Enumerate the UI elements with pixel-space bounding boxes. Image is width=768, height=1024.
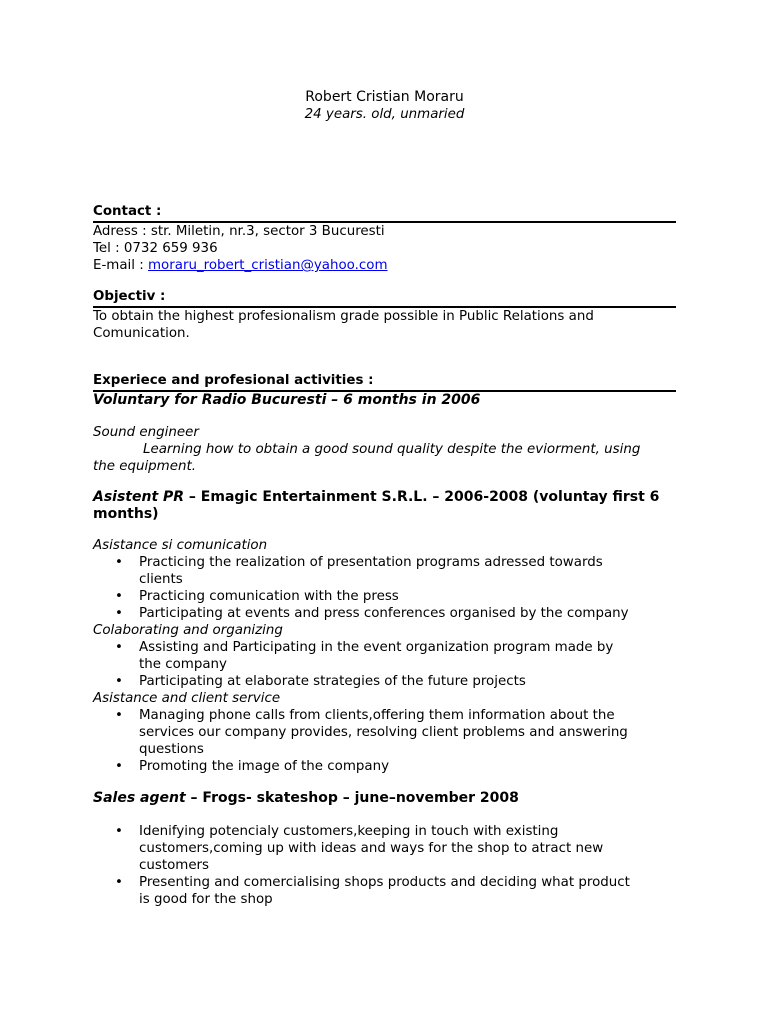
group-list (93, 554, 676, 622)
contact-email-row (93, 257, 676, 274)
bullet-icon: • (115, 555, 123, 570)
list-item (93, 758, 676, 775)
email-link[interactable]: moraru_robert_cristian@yahoo.com (148, 258, 388, 273)
objective-text-line1: To obtain the highest profesionalism grade possible in Public Relations and (93, 309, 594, 324)
list-item-text: Managing phone calls from clients,offering them information about the (139, 708, 615, 723)
job3-title-rest: – Frogs- skateshop – june–november 2008 (185, 790, 519, 806)
email-label: E-mail : (93, 258, 149, 273)
list-item-text: customers,coming up with ideas and ways for the shop to atract new (139, 841, 604, 856)
list-item-text: services our company provides, resolving client problems and answering (139, 725, 628, 740)
experience-section (93, 372, 676, 475)
job1-desc-line1: Learning how to obtain a good sound quality despite the eviorment, using (143, 442, 641, 457)
bullet-icon: • (115, 674, 123, 689)
list-item-text: customers (139, 858, 210, 873)
list-item-text: the company (139, 657, 227, 672)
group-heading: Asistance and client service (93, 691, 281, 706)
list-item-text: is good for the shop (139, 892, 273, 907)
bullet-icon: • (115, 875, 123, 890)
list-item-text: Promoting the image of the company (139, 759, 390, 774)
bullet-icon: • (115, 589, 123, 604)
list-item-text: Presenting and comercialising shops products and deciding what product (139, 875, 630, 890)
group-list (93, 707, 676, 775)
list-item-text: Idenifying potencialy customers,keeping in touch with existing (139, 824, 559, 839)
list-item-text: Participating at elaborate strategies of the future projects (139, 674, 526, 689)
group-heading: Colaborating and organizing (93, 623, 283, 638)
job3-list (93, 823, 676, 908)
bullet-icon: • (115, 708, 123, 723)
candidate-subtitle: 24 years. old, unmaried (304, 107, 465, 122)
contact-section (93, 203, 676, 274)
list-item (93, 707, 676, 758)
resume-header (93, 88, 676, 123)
contact-address: Adress : str. Miletin, nr.3, sector 3 Bucuresti (93, 224, 385, 239)
job3-title-italic: Sales agent (93, 790, 186, 806)
job1-title: Voluntary for Radio Bucuresti – 6 months in 2006 (93, 392, 481, 408)
bullet-icon: • (115, 606, 123, 621)
objective-section (93, 288, 676, 342)
bullet-icon: • (115, 824, 123, 839)
job1-desc-line2: the equipment. (93, 459, 196, 474)
job2-title-line2: months) (93, 506, 159, 522)
candidate-name: Robert Cristian Moraru (305, 89, 464, 105)
job2-block (93, 489, 676, 775)
job2-title-rest: – Emagic Entertainment S.R.L. – 2006-2008 (voluntay first 6 (184, 489, 660, 505)
job1-role: Sound engineer (93, 425, 199, 440)
group-heading: Asistance si comunication (93, 538, 268, 553)
job2-title (93, 489, 676, 506)
list-item (93, 588, 676, 605)
job3-block (93, 790, 676, 908)
list-item-text: Participating at events and press conferences organised by the company (139, 606, 629, 621)
list-item (93, 874, 676, 908)
list-item (93, 554, 676, 588)
list-item-text: clients (139, 572, 183, 587)
list-item (93, 605, 676, 622)
job2-title-italic: Asistent PR (93, 489, 185, 505)
bullet-icon: • (115, 640, 123, 655)
contact-heading: Contact : (93, 203, 676, 223)
objective-heading: Objectiv : (93, 288, 676, 308)
contact-phone: Tel : 0732 659 936 (93, 241, 218, 256)
bullet-icon: • (115, 759, 123, 774)
group-list (93, 639, 676, 690)
list-item (93, 673, 676, 690)
experience-heading: Experiece and profesional activities : (93, 372, 676, 392)
list-item-text: Practicing the realization of presentation programs adressed towards (139, 555, 603, 570)
list-item (93, 639, 676, 673)
list-item-text: Assisting and Participating in the event organization program made by (139, 640, 614, 655)
list-item-text: questions (139, 742, 204, 757)
job3-title (93, 790, 676, 807)
list-item (93, 823, 676, 874)
list-item-text: Practicing comunication with the press (139, 589, 399, 604)
objective-text-line2: Comunication. (93, 326, 190, 341)
